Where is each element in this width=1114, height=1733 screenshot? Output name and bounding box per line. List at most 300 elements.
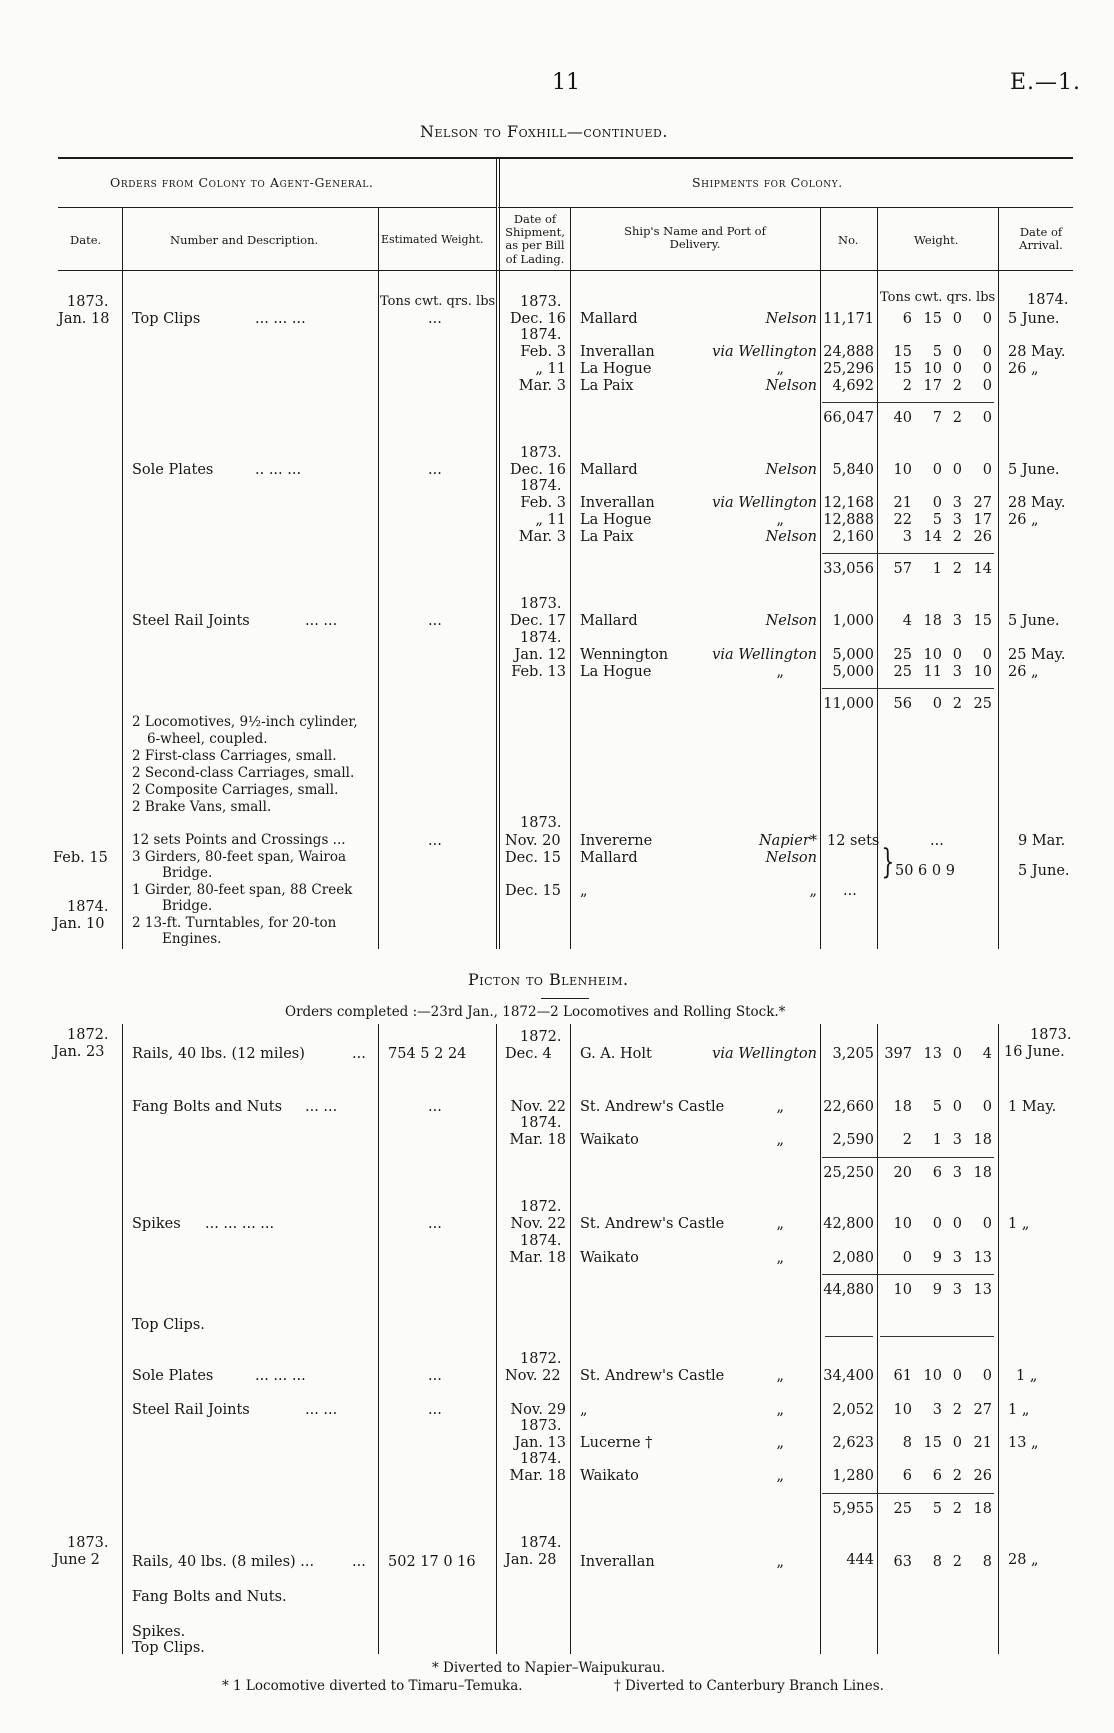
col-rule-ship-name bbox=[820, 207, 821, 949]
ship-name: G. A. Holt bbox=[580, 1046, 652, 1062]
weight-cwt: 5 bbox=[932, 1501, 942, 1517]
arrival-date: 26 „ bbox=[1008, 361, 1039, 377]
weight-lbs: 18 bbox=[973, 1132, 992, 1148]
shipment-number: 3,205 bbox=[832, 1046, 874, 1062]
shipment-year: 1873. bbox=[520, 596, 562, 612]
weight-qrs: 2 bbox=[952, 1554, 962, 1570]
shipment-number: 2,052 bbox=[832, 1402, 874, 1418]
weight-qrs: 3 bbox=[952, 1132, 962, 1148]
weight-cwt: 1 bbox=[932, 1132, 942, 1148]
shipment-date: Mar. 18 bbox=[509, 1468, 566, 1484]
weight-cwt: 5 bbox=[932, 344, 942, 360]
arrival-date: 25 May. bbox=[1008, 647, 1066, 663]
weight-tons: 10 bbox=[893, 1402, 912, 1418]
weight-cwt: 0 bbox=[932, 696, 942, 712]
shipment-date: Dec. 17 bbox=[510, 613, 566, 629]
shipment-date: Mar. 3 bbox=[518, 529, 566, 545]
port-of-delivery: Nelson bbox=[765, 311, 817, 327]
document-reference: E.—1. bbox=[1010, 70, 1082, 95]
weight-lbs: 26 bbox=[973, 529, 992, 545]
arrival-date: 1 „ bbox=[1008, 1402, 1030, 1418]
shipment-date: Jan. 28 bbox=[505, 1552, 557, 1568]
weight-qrs: 3 bbox=[952, 512, 962, 528]
port-of-delivery: via Wellington bbox=[712, 1046, 817, 1062]
port-of-delivery: „ bbox=[809, 883, 817, 899]
shipment-number: 2,623 bbox=[832, 1435, 874, 1451]
order-date: June 2 bbox=[53, 1552, 100, 1568]
weight-cwt: 15 bbox=[923, 1435, 942, 1451]
order-item-top-clips: Top Clips. bbox=[132, 1317, 205, 1333]
port-of-delivery: Napier* bbox=[758, 833, 817, 849]
shipment-date: „ 11 bbox=[535, 512, 566, 528]
weight-cwt: 10 bbox=[923, 647, 942, 663]
shipment-number: 22,660 bbox=[823, 1099, 874, 1115]
weight-lbs: 0 bbox=[982, 361, 992, 377]
col-rule-weight bbox=[998, 207, 999, 949]
shipment-date: Dec. 15 bbox=[505, 883, 561, 899]
order-year: 1874. bbox=[67, 899, 109, 915]
arrival-date: 28 „ bbox=[1008, 1552, 1039, 1568]
weight-tons: 6 bbox=[902, 311, 912, 327]
weight-qrs: 0 bbox=[952, 462, 962, 478]
blank-weight-rule bbox=[880, 1336, 994, 1337]
estimated-weight: ... bbox=[428, 1368, 442, 1384]
estimated-weight: ... bbox=[428, 1099, 442, 1115]
orders-completed-note: Orders completed :—23rd Jan., 1872—2 Locomotives and Rolling Stock.* bbox=[285, 1004, 786, 1020]
weight-lbs: 13 bbox=[973, 1250, 992, 1266]
footnote-napier: * Diverted to Napier–Waipukurau. bbox=[432, 1660, 666, 1676]
subtotal-rule bbox=[822, 1157, 994, 1158]
order-item-sole-plates: Sole Plates bbox=[132, 462, 214, 478]
shipment-year: 1874. bbox=[520, 478, 562, 494]
weight-tons: 56 bbox=[893, 696, 912, 712]
ship-name: Inverallan bbox=[580, 344, 655, 360]
shipment-year: 1874. bbox=[520, 327, 562, 343]
weight-cwt: 0 bbox=[932, 462, 942, 478]
weight-tons: 25 bbox=[893, 1501, 912, 1517]
shipment-year: 1874. bbox=[520, 1535, 562, 1551]
weight-lbs: 25 bbox=[973, 696, 992, 712]
weight-lbs: 0 bbox=[982, 462, 992, 478]
col-rule-desc bbox=[378, 1024, 379, 1654]
shipment-number: 12,168 bbox=[823, 495, 874, 511]
weight-lbs: 0 bbox=[982, 410, 992, 426]
weight-lbs: 0 bbox=[982, 378, 992, 394]
estimated-weight: ... bbox=[428, 833, 442, 849]
col-rule-est bbox=[496, 157, 497, 949]
weight-lbs: 8 bbox=[982, 1554, 992, 1570]
weight-tons: 22 bbox=[893, 512, 912, 528]
weight-cwt: 15 bbox=[923, 311, 942, 327]
shipment-date: Feb. 13 bbox=[511, 664, 566, 680]
blank-no-rule bbox=[825, 1336, 873, 1337]
port-of-delivery: „ bbox=[776, 1216, 784, 1232]
shipment-date: Dec. 4 bbox=[505, 1046, 552, 1062]
total-number: 44,880 bbox=[823, 1282, 874, 1298]
weight-cwt: 14 bbox=[923, 529, 942, 545]
col-rule-desc bbox=[378, 207, 379, 949]
order-item-girder: 1 Girder, 80-feet span, 88 Creek bbox=[132, 882, 353, 898]
subtotal-rule bbox=[822, 1493, 994, 1494]
leader-dots: ... ... ... bbox=[255, 1368, 306, 1384]
col-header-no: No. bbox=[838, 233, 859, 247]
order-item-rails-8-miles: Rails, 40 lbs. (8 miles) ... bbox=[132, 1554, 315, 1570]
weight-qrs: 0 bbox=[952, 344, 962, 360]
ship-name: St. Andrew's Castle bbox=[580, 1216, 725, 1232]
orders-header: Orders from Colony to Agent-General. bbox=[110, 175, 374, 190]
weight-tons: 2 bbox=[902, 378, 912, 394]
subtotal-rule bbox=[822, 402, 994, 403]
arrival-date: 9 Mar. bbox=[1018, 833, 1066, 849]
estimated-weight: 754 5 2 24 bbox=[388, 1046, 467, 1062]
weight-lbs: 27 bbox=[973, 1402, 992, 1418]
port-of-delivery: „ bbox=[776, 1554, 784, 1570]
shipment-number: 1,280 bbox=[832, 1468, 874, 1484]
weight-tons: 10 bbox=[893, 1216, 912, 1232]
arrival-date: 5 June. bbox=[1008, 613, 1060, 629]
weight-qrs: 3 bbox=[952, 1250, 962, 1266]
shipment-year: 1873. bbox=[520, 1418, 562, 1434]
shipment-number: 11,171 bbox=[823, 311, 874, 327]
shipment-number: 25,296 bbox=[823, 361, 874, 377]
weight-qrs: 0 bbox=[952, 311, 962, 327]
weight-cwt: 6 bbox=[932, 1468, 942, 1484]
ship-name: Inverallan bbox=[580, 1554, 655, 1570]
order-item-steel-rail-joints: Steel Rail Joints bbox=[132, 1402, 250, 1418]
weight-lbs: 0 bbox=[982, 1368, 992, 1384]
shipment-date: Mar. 18 bbox=[509, 1250, 566, 1266]
port-of-delivery: „ bbox=[776, 1468, 784, 1484]
leader-dots: ... bbox=[352, 1046, 366, 1062]
shipment-year: 1874. bbox=[520, 1451, 562, 1467]
order-item-second-class: 2 Second-class Carriages, small. bbox=[132, 765, 355, 781]
ship-name: La Paix bbox=[580, 378, 634, 394]
order-item-fang-bolts: Fang Bolts and Nuts. bbox=[132, 1589, 287, 1605]
subtotal-rule bbox=[822, 1274, 994, 1275]
shipment-number: 12,888 bbox=[823, 512, 874, 528]
weight-cwt: 0 bbox=[932, 495, 942, 511]
ship-name: Inverallan bbox=[580, 495, 655, 511]
shipment-number: 5,000 bbox=[832, 664, 874, 680]
col-rule-est bbox=[496, 1024, 497, 1654]
shipment-number: 4,692 bbox=[832, 378, 874, 394]
weight-lbs: 18 bbox=[973, 1501, 992, 1517]
order-item-fang-bolts: Fang Bolts and Nuts bbox=[132, 1099, 283, 1115]
shipment-date: Nov. 22 bbox=[510, 1099, 566, 1115]
shipment-date: Dec. 16 bbox=[510, 311, 566, 327]
weight-cwt: 3 bbox=[932, 1402, 942, 1418]
shipment-date: Mar. 3 bbox=[518, 378, 566, 394]
column-header-rule bbox=[58, 270, 1073, 271]
col-rule-ship-name bbox=[820, 1024, 821, 1654]
weight-lbs: 0 bbox=[982, 344, 992, 360]
port-of-delivery: Nelson bbox=[765, 529, 817, 545]
weight-qrs: 0 bbox=[952, 1046, 962, 1062]
shipment-number: 5,840 bbox=[832, 462, 874, 478]
ship-name: La Hogue bbox=[580, 664, 652, 680]
shipment-date: Dec. 16 bbox=[510, 462, 566, 478]
arrival-date: 16 June. bbox=[1004, 1044, 1065, 1060]
leader-dots: ... ... bbox=[305, 613, 338, 629]
shipment-year: 1872. bbox=[520, 1029, 562, 1045]
port-of-delivery: via Wellington bbox=[712, 344, 817, 360]
order-item-brake-vans: 2 Brake Vans, small. bbox=[132, 799, 272, 815]
port-of-delivery: „ bbox=[776, 1435, 784, 1451]
estimated-weight: ... bbox=[428, 1402, 442, 1418]
shipment-number: 42,800 bbox=[823, 1216, 874, 1232]
footnote-locomotive: * 1 Locomotive diverted to Timaru–Temuka. bbox=[222, 1678, 523, 1694]
col-header-date: Date. bbox=[70, 233, 102, 247]
shipment-number: 12 sets bbox=[827, 833, 880, 849]
ship-name: St. Andrew's Castle bbox=[580, 1099, 725, 1115]
section-title-picton-blenheim: Picton to Blenheim. bbox=[468, 970, 629, 989]
subtotal-rule bbox=[822, 688, 994, 689]
shipment-year: 1874. bbox=[520, 1233, 562, 1249]
port-of-delivery: „ bbox=[776, 512, 784, 528]
col-rule-weight bbox=[998, 1024, 999, 1654]
weight-lbs: 0 bbox=[982, 1216, 992, 1232]
order-item-turntables: 2 13-ft. Turntables, for 20-ton bbox=[132, 915, 337, 931]
weight-lbs: 4 bbox=[982, 1046, 992, 1062]
weight-qrs: 2 bbox=[952, 1468, 962, 1484]
shipment-number: 2,590 bbox=[832, 1132, 874, 1148]
weight-cwt: 10 bbox=[923, 1368, 942, 1384]
weight-cwt: 6 bbox=[932, 1165, 942, 1181]
order-item-spikes: Spikes. bbox=[132, 1624, 186, 1640]
weight-qrs: 2 bbox=[952, 529, 962, 545]
port-of-delivery: „ bbox=[776, 664, 784, 680]
col-header-shipment-date: Date of Shipment, as per Bill of Lading. bbox=[505, 212, 565, 266]
total-number: 25,250 bbox=[823, 1165, 874, 1181]
weight-qrs: 0 bbox=[952, 647, 962, 663]
ship-name: Invererne bbox=[580, 833, 653, 849]
leader-dots: .. ... ... bbox=[255, 462, 302, 478]
weight-tons: 4 bbox=[902, 613, 912, 629]
col-rule-ship-date bbox=[570, 207, 571, 949]
ship-name: Mallard bbox=[580, 850, 638, 866]
weight-lbs: 14 bbox=[973, 561, 992, 577]
weight-qrs: 0 bbox=[952, 1216, 962, 1232]
weight-cwt: 5 bbox=[932, 1099, 942, 1115]
shipment-date: Nov. 22 bbox=[510, 1216, 566, 1232]
weight-lbs: 18 bbox=[973, 1165, 992, 1181]
shipment-date: Mar. 18 bbox=[509, 1132, 566, 1148]
weight-tons: 18 bbox=[893, 1099, 912, 1115]
weight-cwt: 9 bbox=[932, 1282, 942, 1298]
ship-name: La Paix bbox=[580, 529, 634, 545]
order-year: 1873. bbox=[67, 1535, 109, 1551]
shipment-weight-combined: 50 6 0 9 bbox=[895, 863, 955, 879]
port-of-delivery: „ bbox=[776, 1402, 784, 1418]
weight-qrs: 3 bbox=[952, 613, 962, 629]
leader-dots: ... ... ... ... bbox=[205, 1216, 275, 1232]
order-item-locomotives-cont: 6-wheel, coupled. bbox=[147, 731, 268, 747]
weight-cwt: 7 bbox=[932, 410, 942, 426]
shipment-number: ... bbox=[843, 883, 857, 899]
shipment-year: 1872. bbox=[520, 1351, 562, 1367]
weight-qrs: 2 bbox=[952, 696, 962, 712]
weight-cwt: 17 bbox=[923, 378, 942, 394]
estimated-weight: ... bbox=[428, 462, 442, 478]
ship-name-ditto: „ bbox=[580, 883, 588, 899]
port-of-delivery: „ bbox=[776, 1132, 784, 1148]
shipment-year: 1874. bbox=[520, 630, 562, 646]
order-date: Jan. 18 bbox=[58, 311, 110, 327]
order-item-points: 12 sets Points and Crossings ... bbox=[132, 832, 346, 848]
arrival-date: 26 „ bbox=[1008, 512, 1039, 528]
weight-qrs: 2 bbox=[952, 378, 962, 394]
shipment-date: Feb. 3 bbox=[520, 344, 566, 360]
weight-cwt: 18 bbox=[923, 613, 942, 629]
section-title-nelson-foxhill: Nelson to Foxhill—continued. bbox=[420, 122, 668, 141]
order-item-girders: 3 Girders, 80-feet span, Wairoa bbox=[132, 849, 347, 865]
shipment-number: 24,888 bbox=[823, 344, 874, 360]
total-number: 11,000 bbox=[823, 696, 874, 712]
order-date: Feb. 15 bbox=[53, 850, 108, 866]
table-top-rule bbox=[58, 157, 1073, 159]
weight-tons: 2 bbox=[902, 1132, 912, 1148]
ship-name: Wennington bbox=[580, 647, 669, 663]
ship-name: Waikato bbox=[580, 1250, 639, 1266]
order-item-top-clips: Top Clips. bbox=[132, 1640, 205, 1656]
order-item-sole-plates: Sole Plates bbox=[132, 1368, 214, 1384]
shipment-weight: ... bbox=[930, 833, 944, 849]
port-of-delivery: „ bbox=[776, 1368, 784, 1384]
col-header-description: Number and Description. bbox=[170, 233, 319, 247]
ship-name: Waikato bbox=[580, 1468, 639, 1484]
weight-lbs: 21 bbox=[973, 1435, 992, 1451]
shipments-header-rule bbox=[498, 207, 1073, 208]
ship-name: Lucerne † bbox=[580, 1435, 653, 1451]
weight-lbs: 0 bbox=[982, 647, 992, 663]
port-of-delivery: Nelson bbox=[765, 378, 817, 394]
weight-tons: 15 bbox=[893, 361, 912, 377]
arrival-date: 28 May. bbox=[1008, 495, 1066, 511]
weight-cwt: 0 bbox=[932, 1216, 942, 1232]
weight-tons: 8 bbox=[902, 1435, 912, 1451]
arrival-date: 5 June. bbox=[1008, 462, 1060, 478]
port-of-delivery: „ bbox=[776, 361, 784, 377]
weight-tons: 61 bbox=[893, 1368, 912, 1384]
order-item-composite: 2 Composite Carriages, small. bbox=[132, 782, 339, 798]
arrival-year: 1873. bbox=[1030, 1027, 1072, 1043]
estimated-weight: 502 17 0 16 bbox=[388, 1554, 476, 1570]
shipment-date: Jan. 12 bbox=[514, 647, 566, 663]
weight-tons: 10 bbox=[893, 1282, 912, 1298]
weight-lbs: 15 bbox=[973, 613, 992, 629]
weight-qrs: 3 bbox=[952, 1282, 962, 1298]
weight-tons: 20 bbox=[893, 1165, 912, 1181]
arrival-date: 28 May. bbox=[1008, 344, 1066, 360]
total-number: 66,047 bbox=[823, 410, 874, 426]
weight-qrs: 0 bbox=[952, 361, 962, 377]
shipment-date: Nov. 29 bbox=[510, 1402, 566, 1418]
col-header-arrival: Date of Arrival. bbox=[1019, 225, 1063, 253]
weight-tons: 25 bbox=[893, 647, 912, 663]
ship-name: Mallard bbox=[580, 311, 638, 327]
weight-lbs: 13 bbox=[973, 1282, 992, 1298]
col-rule-ship-date bbox=[570, 1024, 571, 1654]
order-item-top-clips: Top Clips bbox=[132, 311, 201, 327]
port-of-delivery: „ bbox=[776, 1250, 784, 1266]
order-date: Jan. 10 bbox=[53, 916, 105, 932]
order-year: 1873. bbox=[67, 294, 109, 310]
weight-cwt: 13 bbox=[923, 1046, 942, 1062]
port-of-delivery: Nelson bbox=[765, 850, 817, 866]
order-date: Jan. 23 bbox=[53, 1044, 105, 1060]
weight-qrs: 0 bbox=[952, 1099, 962, 1115]
arrival-date: 5 June. bbox=[1008, 311, 1060, 327]
ship-name: Mallard bbox=[580, 613, 638, 629]
weight-lbs: 10 bbox=[973, 664, 992, 680]
col-header-estimated-weight: Estimated Weight. bbox=[381, 233, 484, 246]
subtotal-rule bbox=[822, 553, 994, 554]
weight-qrs: 2 bbox=[952, 561, 962, 577]
weight-qrs: 0 bbox=[952, 1435, 962, 1451]
order-item-turntables-cont: Engines. bbox=[162, 931, 222, 947]
port-of-delivery: „ bbox=[776, 1099, 784, 1115]
ship-name: Waikato bbox=[580, 1132, 639, 1148]
order-item-steel-rail-joints: Steel Rail Joints bbox=[132, 613, 250, 629]
shipment-date: Nov. 20 bbox=[505, 833, 561, 849]
weight-lbs: 17 bbox=[973, 512, 992, 528]
leader-dots: ... bbox=[352, 1554, 366, 1570]
weight-cwt: 11 bbox=[923, 664, 942, 680]
estimated-weight: ... bbox=[428, 1216, 442, 1232]
col-rule-est-double bbox=[499, 157, 500, 949]
shipment-number: 2,160 bbox=[832, 529, 874, 545]
arrival-date: 5 June. bbox=[1018, 863, 1070, 879]
weight-cwt: 9 bbox=[932, 1250, 942, 1266]
shipment-year: 1872. bbox=[520, 1199, 562, 1215]
shipment-weight-units-label: Tons cwt. qrs. lbs bbox=[880, 290, 996, 305]
port-of-delivery: via Wellington bbox=[712, 647, 817, 663]
weight-units-label: Tons cwt. qrs. lbs bbox=[380, 294, 496, 309]
section-divider bbox=[541, 998, 589, 999]
page-number: 11 bbox=[552, 70, 580, 95]
weight-qrs: 2 bbox=[952, 1402, 962, 1418]
leader-dots: ... ... bbox=[305, 1099, 338, 1115]
weight-tons: 10 bbox=[893, 462, 912, 478]
weight-lbs: 0 bbox=[982, 1099, 992, 1115]
col-rule-date bbox=[122, 1024, 123, 1654]
weight-tons: 6 bbox=[902, 1468, 912, 1484]
shipment-year: 1873. bbox=[520, 445, 562, 461]
total-number: 5,955 bbox=[832, 1501, 874, 1517]
order-item-girders-cont: Bridge. bbox=[162, 865, 213, 881]
shipments-header: Shipments for Colony. bbox=[692, 175, 843, 190]
weight-tons: 57 bbox=[893, 561, 912, 577]
port-of-delivery: Nelson bbox=[765, 613, 817, 629]
weight-qrs: 0 bbox=[952, 1368, 962, 1384]
shipment-year: 1873. bbox=[520, 294, 562, 310]
weight-tons: 0 bbox=[902, 1250, 912, 1266]
col-rule-date bbox=[122, 207, 123, 949]
arrival-date: 1 „ bbox=[1008, 1216, 1030, 1232]
weight-tons: 25 bbox=[893, 664, 912, 680]
weight-lbs: 27 bbox=[973, 495, 992, 511]
weight-tons: 63 bbox=[893, 1554, 912, 1570]
order-item-girder-cont: Bridge. bbox=[162, 898, 213, 914]
ship-name: Mallard bbox=[580, 462, 638, 478]
total-number: 33,056 bbox=[823, 561, 874, 577]
col-header-weight: Weight. bbox=[914, 233, 959, 247]
weight-cwt: 5 bbox=[932, 512, 942, 528]
col-header-ship-name: Ship's Name and Port of Delivery. bbox=[624, 224, 766, 252]
shipment-year: 1873. bbox=[520, 815, 562, 831]
weight-tons: 40 bbox=[893, 410, 912, 426]
order-year: 1872. bbox=[67, 1027, 109, 1043]
